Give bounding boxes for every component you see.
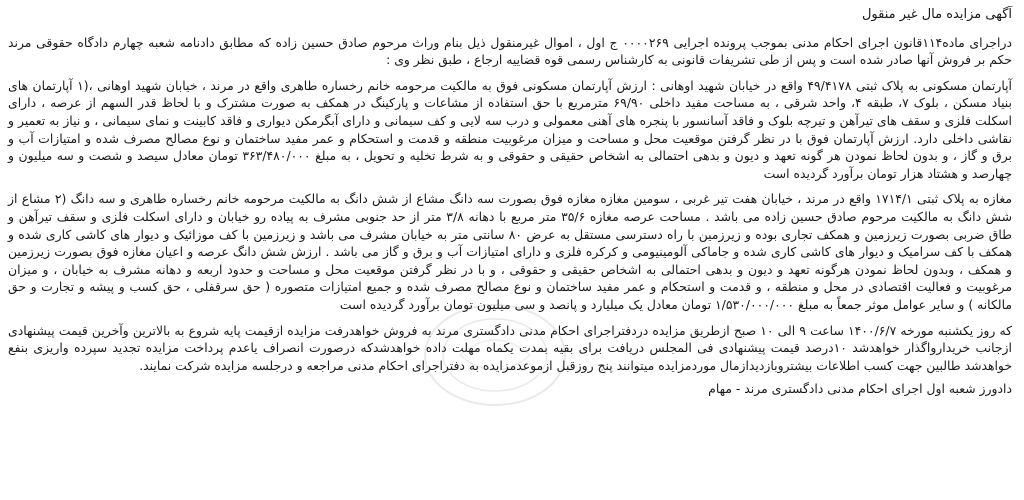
shop-item-paragraph: مغازه به پلاک ثبتی ۱۷۱۴/۱ واقع در مرند ، خیابان هفت تیر غربی ، سومین مغازه مغازه فوق بصورت سه دانگ مشاع از شش دانگ به مالکیت مرحومه خانم رخساره طاهری و سه دانگ (۲ مشاع از شش دانگ به مالکیت مرحوم صادق حسین زاده می باشد . مساحت عرصه مغازه ۳۵/۶ متر مربع با دهانه ۳/۸ متر از حد جنوبی مشرف به پیاده رو خیابان و دارای اسکلت فلزی و سقف تیرآهن و طاق ضربی بصورت زیرزمین و همکف تجاری بوده و زیرزمین با راه دسترسی مستقل به عرض ۸۰ سانتی متر به خیابان مشرف می باشد و زیرزمین با کف موزائیک و دیوار های کاشی کاری شده و همکف با کف سرامیک و دیوار های کاشی کاری شده و جاماکی آلومینیومی و کرکره فلزی و دارای امتیازات آب و برق و گاز می باشد . ارزش شش دانگ عرصه و اعیان مغازه فوق بصورت زیرزمین و همکف ، وبدون لحاظ نمودن هرگونه تعهد و دیون و بدهی احتمالی به اشخاص حقیقی و حقوقی ، و با در نظر گرفتن موقعیت محل و مساحت و حدود اربعه و دهانه مشرف به خیابان ، و میزان مرغوبیت و فعالیت اقتصادی در محل و منطقه ، و قدمت و استحکام و عمر مفید ساختمان و نوع مصالح مصرف شده و جمیع امتیازات متصوره ( حق سرقفلی ، حق کسب و پیشه و تجارت و حق مالکانه ) و سایر عوامل موثر جمعاً به مبلغ ۱/۵۳۰/۰۰۰/۰۰۰ تومان معادل یک میلیارد و پانصد و سی میلیون تومان برآورد گردیده است xyxy=(8,191,1012,312)
intro-paragraph: دراجرای ماده۱۱۴قانون اجرای احکام مدنی بموجب پرونده اجرایی ۰۰۰۰۲۶۹ ج اول ، اموال غیرمنقول ذیل بنام وراث مرحوم صادق حسین زاده که مطابق دادنامه شعبه چهارم دادگاه حقوقی مرند حکم بر فروش آنها صادر شده است و پس از طی تشریفات قانونی به کارشناس رسمی قوه قضاییه ارجاع ، طبق نظر وی : xyxy=(8,34,1012,68)
auction-notice-document xyxy=(8,6,1012,398)
apartment-item-paragraph: آپارتمان مسکونی به پلاک ثبتی ۴۹/۴۱۷۸ واقع در خیابان شهید اوهانی : ارزش آپارتمان مسکونی فوق به مالکیت مرحومه خانم رخساره طاهری واقع در مرند ، خیابان شهید اوهانی ،(۱ آپارتمان های بنیاد مسکن ، بلوک ۷، طبقه ۴، واحد شرقی ، به مساحت مفید داخلی ۶۹/۹۰ مترمربع با حق استفاده از مشاعات و پارکینگ در همکف به صورت مشترک و با لحاظ قدر السهم از عرصه ، دارای اسکلت فلزی و سقف های تیرآهن و تیرچه بلوک و فاقد آسانسور با پنجره های آهنی معمولی و درب سه لایی و کف سیمانی و دارای آبگرمکن دیواری و فاقد کابینت و نمای سیمانی ، و نیاز به تعمیر و نقاشی داخلی دارد. ارزش آپارتمان فوق با در نظر گرفتن موقعیت محل و مساحت و میزان مرغوبیت منطقه و قدمت و استحکام و عمر مفید ساختمان و نوع مصالح مصرف شده و امتیازات آب و برق و گاز ، و بدون لحاظ نمودن هر گونه تعهد و دیون و بدهی احتمالی به اشخاص حقیقی و حقوقی و به شرط تخلیه و تحویل ، به مبلغ ۳۶۳/۴۸۰/۰۰۰ تومان معادل سیصد و شصت و سه میلیون و چهارصد و هشتاد هزار تومان برآورد گردیده است xyxy=(8,77,1012,181)
notice-title: آگهی مزایده مال غیر منقول xyxy=(861,7,1012,22)
signature-line: دادورز شعبه اول اجرای احکام مدنی دادگستری مرند - مهام xyxy=(708,381,1012,397)
auction-terms-paragraph: که روز یکشنبه مورخه ۱۴۰۰/۶/۷ ساعت ۹ الی ۱۰ صبح ازطریق مزایده دردفتراجرای احکام مدنی دادگستری مرند به فروش خواهدرفت مزایده ازقیمت پایه شروع به بالاترین وآخرین قیمت پیشنهادی ازجانب خریداروا‌گذار خواهدشد ۱۰درصد قیمت پیشنهادی فی المجلس دریافت برای بقیه بمدت یکماه مهلت داده خواهدشدکه درصورت انصراف یاعدم پرداخت مزایده تجدید سپرده واریزی بنفع خواهدشد طالبین جهت کسب اطلاعات بیشتروبازدیدازمال موردمزایده میتوانند پنج روزقبل ازموعدمزایده به دفتراجرای احکام مدنی مراجعه و درجلسه مزایده شرکت نمایند. xyxy=(8,322,1012,373)
